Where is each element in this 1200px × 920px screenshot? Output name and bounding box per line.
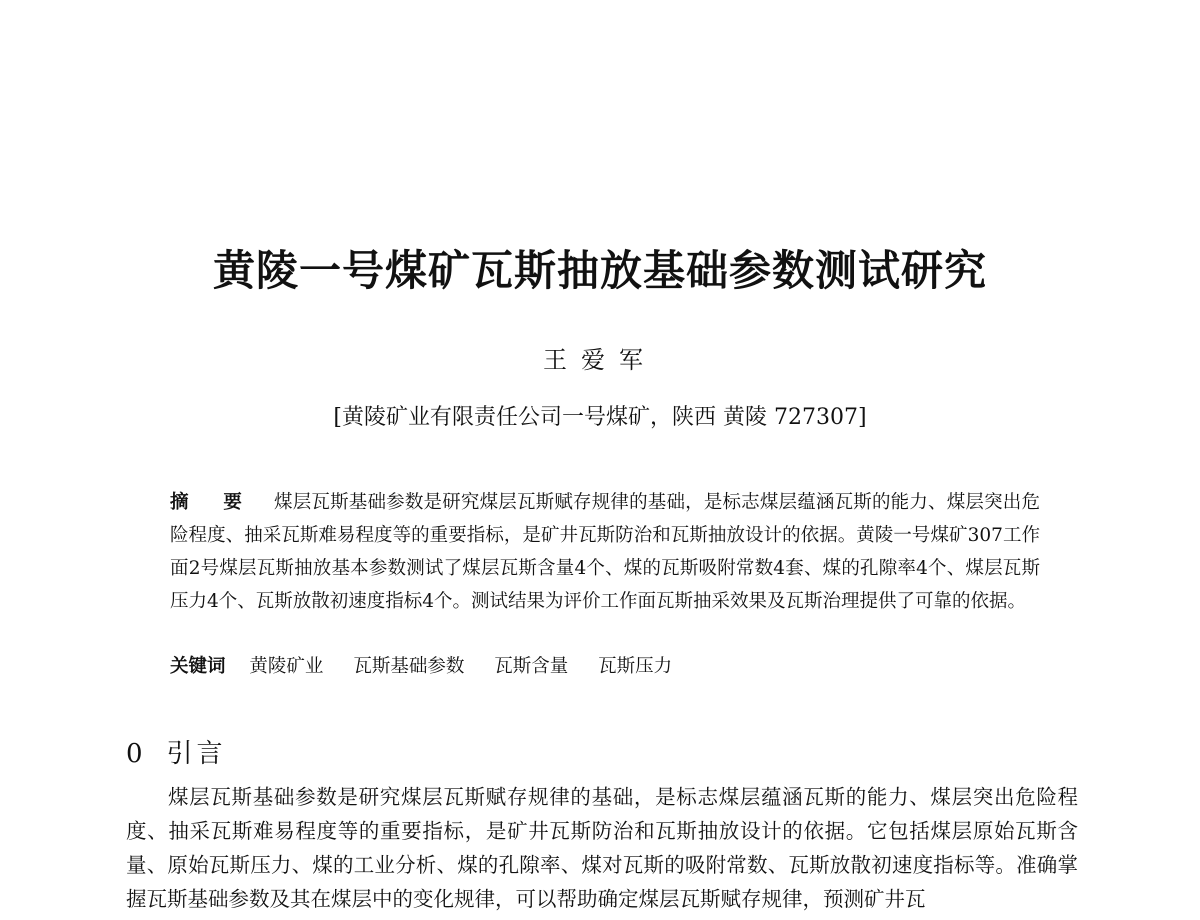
abstract-text: 煤层瓦斯基础参数是研究煤层瓦斯赋存规律的基础，是标志煤层蕴涵瓦斯的能力、煤层突出危险程度、抽采瓦斯难易程度等的重要指标，是矿井瓦斯防治和瓦斯抽放设计的依据。黄陵一号煤矿307工作面2号煤层瓦斯抽放基本参数测试了煤层瓦斯含量4个、煤的瓦斯吸附常数4套、煤的孔隙率4个、煤层瓦斯压力4个、瓦斯放散初速度指标4个。测试结果为评价工作面瓦斯抽采效果及瓦斯治理提供了可靠的依据。: [170, 492, 1040, 612]
section-title: 引言: [166, 739, 227, 769]
keywords-label: 关键词: [170, 656, 226, 677]
paper-title: 黄陵一号煤矿瓦斯抽放基础参数测试研究: [212, 246, 987, 295]
keyword: 瓦斯基础参数: [353, 656, 465, 677]
keywords: [170, 652, 1040, 682]
author-name: 王爱军: [543, 346, 657, 374]
section-heading: [126, 733, 227, 770]
section-number: 0: [126, 739, 143, 769]
body-paragraph: 煤层瓦斯基础参数是研究煤层瓦斯赋存规律的基础，是标志煤层蕴涵瓦斯的能力、煤层突出危险程度、抽采瓦斯难易程度等的重要指标，是矿井瓦斯防治和瓦斯抽放设计的依据。它包括煤层原始瓦斯含量、原始瓦斯压力、煤的工业分析、煤的孔隙率、煤对瓦斯的吸附常数、瓦斯放散初速度指标等。准确掌握瓦斯基础参数及其在煤层中的变化规律，可以帮助确定煤层瓦斯赋存规律，预测矿井瓦: [126, 785, 1078, 911]
affiliation: [黄陵矿业有限责任公司一号煤矿，陕西 黄陵 727307]: [333, 405, 867, 430]
abstract-label: 摘 要: [170, 492, 257, 513]
abstract: [170, 486, 1040, 618]
keyword: 黄陵矿业: [249, 656, 324, 677]
keyword: 瓦斯压力: [598, 656, 673, 677]
keyword: 瓦斯含量: [494, 656, 569, 677]
